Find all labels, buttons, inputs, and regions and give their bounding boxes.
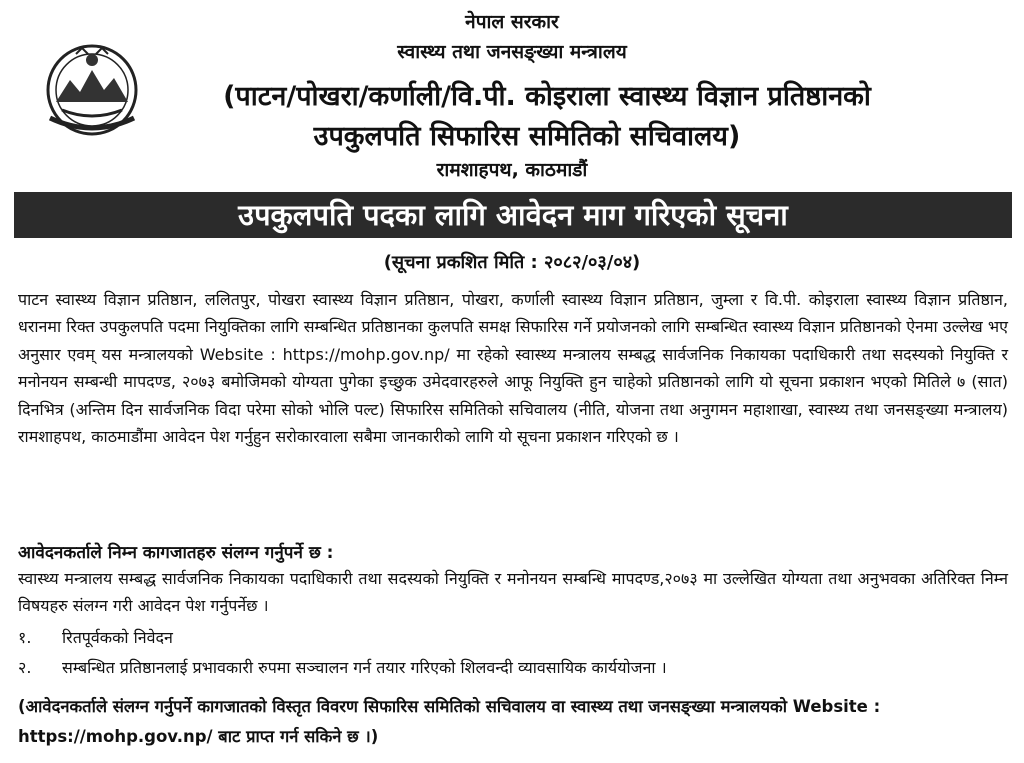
list-item: [18, 623, 1008, 653]
requirements-heading: आवेदनकर्ताले निम्न कागजातहरु संलग्न गर्नुपर्ने छ :: [18, 543, 334, 563]
office-address: रामशाहपथ, काठमाडौं: [436, 159, 588, 181]
list-item: [18, 653, 1008, 683]
footer-note: (आवेदनकर्ताले संलग्न गर्नुपर्ने कागजातको विस्तृत विवरण सिफारिस समितिको सचिवालय वा स्वास्थ्य तथा जनसङ्ख्या मन्त्रालयको Website : https://mohp.gov.np/ बाट प्राप्त गर्न सकिने छ ।): [18, 697, 881, 746]
notice-body-paragraph: पाटन स्वास्थ्य विज्ञान प्रतिष्ठान, ललितपुर, पोखरा स्वास्थ्य विज्ञान प्रतिष्ठान, पोखरा, कर्णाली स्वास्थ्य विज्ञान प्रतिष्ठान, जुम्ला र वि.पी. कोइराला स्वास्थ्य विज्ञान प्रतिष्ठान, धरानमा रिक्त उपकुलपति पदमा नियुक्तिका लागि सम्बन्धित प्रतिष्ठानका कुलपति समक्ष सिफारिस गर्ने प्रयोजनको लागि सम्बन्धित स्वास्थ्य विज्ञान प्रतिष्ठानको ऐनमा उल्लेख भए अनुसार एवम् यस मन्त्रालयको Website : https://mohp.gov.np/ मा रहेको स्वास्थ्य मन्त्रालय सम्बद्ध सार्वजनिक निकायका पदाधिकारी तथा सदस्यको नियुक्ति र मनोनयन सम्बन्धी मापदण्ड, २०७३ बमोजिमको योग्यता पुगेका इच्छुक उमेदवारहरुले आफू नियुक्ति हुन चाहेको प्रतिष्ठानको लागि यो सूचना प्रकाशन भएको मितिले ७ (सात) दिनभित्र (अन्तिम दिन सार्वजनिक विदा परेमा सोको भोलि पल्ट) सिफारिस समितिको सचिवालय (नीति, योजना तथा अनुगमन महाशाखा, स्वास्थ्य तथा जनसङ्ख्या मन्त्रालय) रामशाहपथ, काठमाडौंमा आवेदन पेश गर्नुहुन सरोकारवाला सबैमा जानकारीको लागि यो सूचना प्रकाशन गरिएको छ ।: [18, 290, 1008, 447]
letterhead: [0, 0, 1024, 190]
notice-title-banner: उपकुलपति पदका लागि आवेदन माग गरिएको सूचना: [14, 192, 1012, 238]
list-item-number: १.: [18, 628, 32, 647]
institution-line-2: उपकुलपति सिफारिस समितिको सचिवालय): [313, 121, 741, 152]
ministry-name: स्वास्थ्य तथा जनसङ्ख्या मन्त्रालय: [397, 41, 627, 63]
institution-line-1: (पाटन/पोखरा/कर्णाली/वि.पी. कोइराला स्वास्थ्य विज्ञान प्रतिष्ठानको: [223, 81, 871, 112]
requirements-intro: स्वास्थ्य मन्त्रालय सम्बद्ध सार्वजनिक निकायका पदाधिकारी तथा सदस्यको नियुक्ति र मनोनयन सम्बन्धि मापदण्ड,२०७३ मा उल्लेखित योग्यता तथा अनुभवका अतिरिक्त निम्न विषयहरु संलग्न गरी आवेदन पेश गर्नुपर्नेछ ।: [18, 569, 1008, 615]
requirements-list: [18, 623, 1008, 683]
list-item-number: २.: [18, 658, 32, 677]
list-item-text: रितपूर्वकको निवेदन: [62, 628, 173, 647]
list-item-text: सम्बन्धित प्रतिष्ठानलाई प्रभावकारी रुपमा सञ्चालन गर्न तयार गरिएको शिलवन्दी व्यावसायिक कार्ययोजना ।: [62, 658, 667, 677]
government-name: नेपाल सरकार: [465, 11, 559, 33]
published-date: (सूचना प्रकशित मिति : २०८२/०३/०४): [383, 252, 641, 273]
